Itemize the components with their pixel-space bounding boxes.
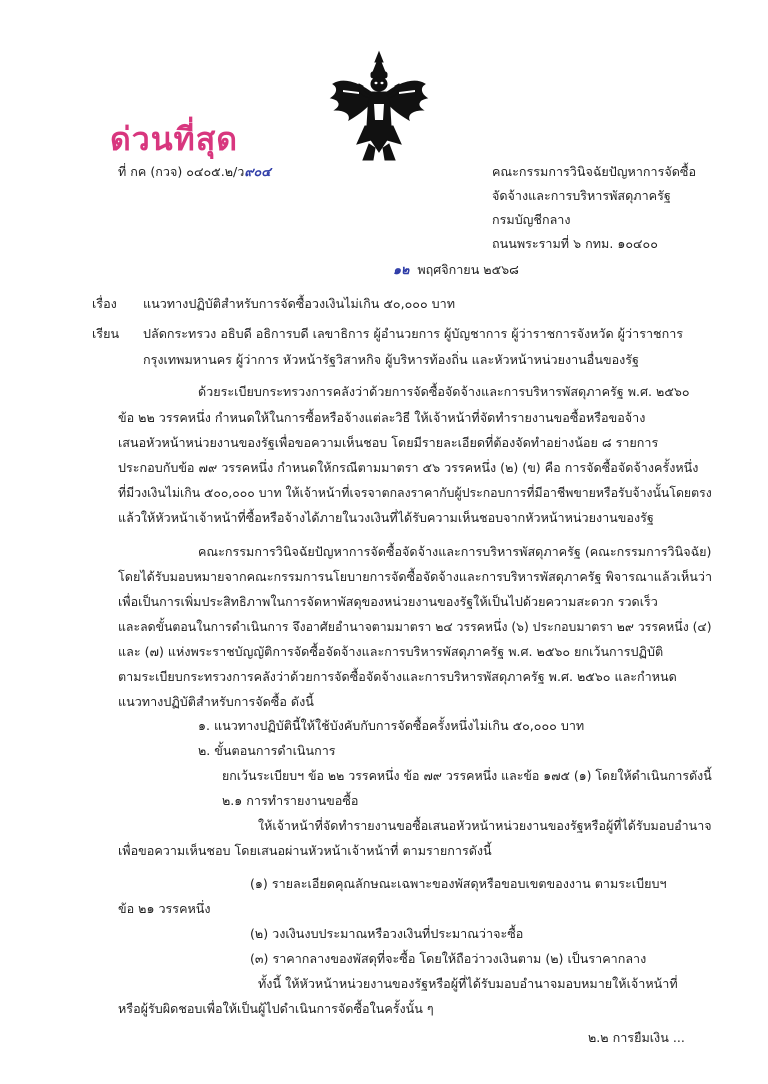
sender-line-2: จัดจ้างและการบริหารพัสดุภาครัฐ (492, 188, 671, 203)
sender-line-1: คณะกรรมการวินิจฉัยปัญหาการจัดซื้อ (492, 164, 697, 179)
para1-line: เสนอหัวหน้าหน่วยงานของรัฐเพื่อขอความเห็นชอบ โดยมีรายละเอียดที่ต้องจัดทำอย่างน้อย ๘ รายการ (118, 435, 659, 450)
para1-line: ที่มีวงเงินไม่เกิน ๕๐๐,๐๐๐ บาท ให้เจ้าหน้าที่เจรจาตกลงราคากับผู้ประกอบการที่มีอาชีพขายหรือรับจ้างนั้นโดยตรง (118, 485, 712, 500)
para1-line: ด้วยระเบียบกระทรวงการคลังว่าด้วยการจัดซื้อจัดจ้างและการบริหารพัสดุภาครัฐ พ.ศ. ๒๕๖๐ (198, 384, 690, 399)
date-month-year: พฤศจิกายน ๒๕๖๘ (417, 262, 519, 277)
item-1: ๑. แนวทางปฏิบัตินี้ให้ใช้บังคับกับการจัดซื้อครั้งหนึ่งไม่เกิน ๕๐,๐๐๐ บาท (198, 718, 585, 733)
subitem-tail: หรือผู้รับผิดชอบเพื่อให้เป็นผู้ไปดำเนินการจัดซื้อในครั้งนั้น ๆ (118, 1001, 434, 1016)
item-2-1-heading: ๒.๑ การทำรายงานขอซื้อ (222, 793, 359, 808)
para1-line: ข้อ ๒๒ วรรคหนึ่ง กำหนดให้ในการซื้อหรือจ้างแต่ละวิธี ให้เจ้าหน้าที่จัดทำรายงานขอซื้อหรือขอจ้าง (118, 410, 646, 425)
reference-number (118, 164, 271, 180)
subitem-2: (๒) วงเงินงบประมาณหรือวงเงินที่ประมาณว่าจะซื้อ (250, 926, 524, 941)
reference-handwritten-number: ๙๐๔ (244, 164, 271, 179)
item-2-1-body: ให้เจ้าหน้าที่จัดทำรายงานขอซื้อเสนอหัวหน้าหน่วยงานของรัฐหรือผู้ที่ได้รับมอบอำนาจ (258, 818, 712, 833)
para2-line: ตามระเบียบกระทรวงการคลังว่าด้วยการจัดซื้อจัดจ้างและการบริหารพัสดุภาครัฐ พ.ศ. ๒๕๖๐ และกำหนด (118, 669, 677, 684)
para2-line: แนวทางปฏิบัติสำหรับการจัดซื้อ ดังนี้ (118, 694, 314, 709)
subitem-1: (๑) รายละเอียดคุณลักษณะเฉพาะของพัสดุหรือขอบเขตของงาน ตามระเบียบฯ (250, 876, 667, 891)
continuation-marker: ๒.๒ การยืมเงิน ... (588, 1030, 685, 1045)
sender-line-4: ถนนพระรามที่ ๖ กทม. ๑๐๔๐๐ (492, 236, 658, 251)
subitem-tail: ทั้งนี้ ให้หัวหน้าหน่วยงานของรัฐหรือผู้ที่ได้รับมอบอำนาจมอบหมายให้เจ้าหน้าที่ (258, 976, 678, 991)
para2-line: เพื่อเป็นการเพิ่มประสิทธิภาพในการจัดหาพัสดุของหน่วยงานของรัฐให้เป็นไปด้วยความสะดวก รวดเร็ว (118, 594, 658, 609)
recipient-line-1: ปลัดกระทรวง อธิบดี อธิการบดี เลขาธิการ ผู้อำนวยการ ผู้บัญชาการ ผู้ว่าราชการจังหวัด ผู้ว่าราชการ (143, 326, 684, 341)
subject-text: แนวทางปฏิบัติสำหรับการจัดซื้อวงเงินไม่เกิน ๕๐,๐๐๐ บาท (143, 296, 456, 311)
para2-line: และลดขั้นตอนในการดำเนินการ จึงอาศัยอำนาจตามมาตรา ๒๔ วรรคหนึ่ง (๖) ประกอบมาตรา ๒๙ วรรคหนึ่ง (๔) (118, 619, 712, 634)
document-date (393, 262, 519, 278)
para2-line: และ (๗) แห่งพระราชบัญญัติการจัดซื้อจัดจ้างและการบริหารพัสดุภาครัฐ พ.ศ. ๒๕๖๐ ยกเว้นการปฏิบัติ (118, 644, 664, 659)
recipient-label: เรียน (92, 326, 120, 341)
garuda-emblem-icon (329, 48, 429, 168)
subject-label: เรื่อง (92, 296, 117, 311)
item-2-heading: ๒. ขั้นตอนการดำเนินการ (198, 743, 336, 758)
para2-line: คณะกรรมการวินิจฉัยปัญหาการจัดซื้อจัดจ้างและการบริหารพัสดุภาครัฐ (คณะกรรมการวินิจฉัย) (198, 544, 712, 559)
para1-line: แล้วให้หัวหน้าเจ้าหน้าที่ซื้อหรือจ้างได้ภายในวงเงินที่ได้รับความเห็นชอบจากหัวหน้าหน่วยงานของรัฐ (118, 510, 654, 525)
subitem-3: (๓) ราคากลางของพัสดุที่จะซื้อ โดยให้ถือว่าวงเงินตาม (๒) เป็นราคากลาง (250, 951, 647, 966)
subitem-1-continued: ข้อ ๒๑ วรรคหนึ่ง (118, 901, 211, 916)
item-2-1-body: เพื่อขอความเห็นชอบ โดยเสนอผ่านหัวหน้าเจ้าหน้าที่ ตามรายการดังนี้ (118, 843, 492, 858)
recipient-line-2: กรุงเทพมหานคร ผู้ว่าการ หัวหน้ารัฐวิสาหกิจ ผู้บริหารท้องถิ่น และหัวหน้าหน่วยงานอื่นของรัฐ (143, 352, 639, 367)
item-2-body: ยกเว้นระเบียบฯ ข้อ ๒๒ วรรคหนึ่ง ข้อ ๗๙ วรรคหนึ่ง และข้อ ๑๗๕ (๑) โดยให้ดำเนินการดังนี้ (222, 768, 712, 783)
para1-line: ประกอบกับข้อ ๗๙ วรรคหนึ่ง กำหนดให้กรณีตามมาตรา ๕๖ วรรคหนึ่ง (๒) (ข) คือ การจัดซื้อจัดจ้างครั้งหนึ่ง (118, 460, 699, 475)
para2-line: โดยได้รับมอบหมายจากคณะกรรมการนโยบายการจัดซื้อจัดจ้างและการบริหารพัสดุภาครัฐ พิจารณาแล้วเห็นว่า (118, 569, 713, 584)
sender-line-3: กรมบัญชีกลาง (492, 212, 571, 227)
urgency-stamp: ด่วนที่สุด (110, 120, 239, 158)
date-day-handwritten: ๑๒ (393, 262, 410, 277)
reference-prefix: ที่ กค (กวจ) ๐๔๐๕.๒/ว (118, 164, 245, 179)
